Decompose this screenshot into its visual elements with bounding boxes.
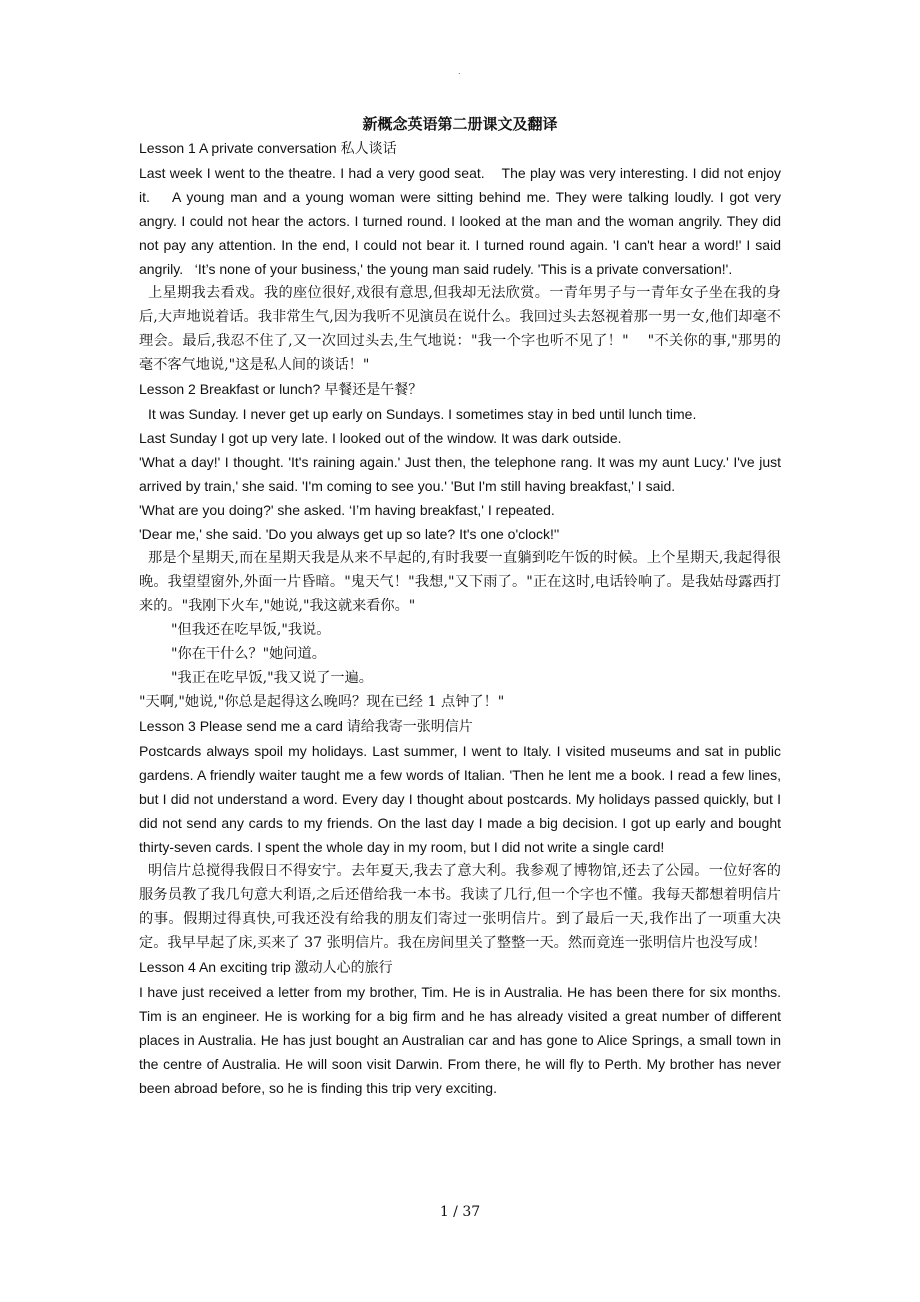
lesson-2-line-en: 'What are you doing?' she asked. ‘I’m having breakfast,' I repeated.: [139, 502, 555, 518]
lesson-3-text-en: Postcards always spoil my holidays. Last summer, I went to Italy. I visited museums and sat in public gardens. A friendly waiter taught me a few words of Italian. 'Then he lent me a book. I read a few lines, but I did not understand a word. Every day I thought about postcards. My holidays passed quickly, but I did not send any cards to my friends. On the last day I made a big decision. I got up early and bought thirty-seven cards. I spent the whole day in my room, but I did not write a single card!: [139, 743, 781, 855]
lesson-2-heading: [139, 377, 781, 402]
lesson-3-heading: [139, 714, 781, 739]
lesson-2-dialog-cn: "我正在吃早饭,"我又说了一遍。: [171, 670, 373, 686]
lesson-2-line-en: 'Dear me,' she said. 'Do you always get up so late? It's one o'clock!'': [139, 526, 560, 542]
lesson-2-title-cn: 早餐还是午餐？: [324, 382, 423, 398]
lesson-3-text-cn: 明信片总搅得我假日不得安宁。去年夏天,我去了意大利。我参观了博物馆,还去了公园。一位好客的服务员教了我几句意大利语,之后还借给我一本书。我读了几行,但一个字也不懂。我每天都想着明信片的事。假期过得真快,可我还没有给我的朋友们寄过一张明信片。到了最后一天,我作出了一项重大决定。我早早起了床,买来了 37 张明信片。我在房间里关了整整一天。然而竟连一张明信片也没写成！: [139, 863, 781, 951]
lesson-2-line-en: Last Sunday I got up very late. I looked out of the window. It was dark outside.: [139, 430, 622, 446]
document-page: [139, 112, 785, 1100]
lesson-2-title-en: Lesson 2 Breakfast or lunch?: [139, 381, 321, 397]
lesson-1-title-cn: 私人谈话: [340, 141, 397, 157]
lesson-2-line-en: 'What a day!' I thought. 'It's raining again.' Just then, the telephone rang. It was my aunt Lucy.' I've just arrived by train,' she said. 'I'm coming to see you.' 'But I'm still having breakfast,' I said.: [139, 454, 781, 494]
lesson-1-text-en: Last week I went to the theatre. I had a very good seat. The play was very interesting. I did not enjoy it. A young man and a young woman were sitting behind me. They were talking loudly. I got very angry. I could not hear the actors. I turned round. I looked at the man and the woman angrily. They did not pay any attention. In the end, I could not bear it. I turned round again. 'I can't hear a word!' I said angrily. ‘It’s none of your business,' the young man said rudely. 'This is a private conversation!'.: [139, 165, 785, 277]
lesson-2-line-en: It was Sunday. I never get up early on Sundays. I sometimes stay in bed until lunch time.: [148, 406, 697, 422]
lesson-3-title-en: Lesson 3 Please send me a card: [139, 718, 343, 734]
lesson-2-text-cn: 那是个星期天,而在星期天我是从来不早起的,有时我要一直躺到吃午饭的时候。上个星期天,我起得很晚。我望望窗外,外面一片昏暗。"鬼天气！"我想,"又下雨了。"正在这时,电话铃响了。是我姑母露西打来的。"我刚下火车,"她说,"我这就来看你。": [139, 550, 781, 614]
lesson-1-text-cn: 上星期我去看戏。我的座位很好,戏很有意思,但我却无法欣赏。一青年男子与一青年女子坐在我的身后,大声地说着话。我非常生气,因为我听不见演员在说什么。我回过头去怒视着那一男一女,他们却毫不理会。最后,我忍不住了,又一次回过头去,生气地说："我一个字也听不见了！" "不关你的事,"那男的毫不客气地说,"这是私人间的谈话！": [139, 285, 781, 373]
lesson-4-title-cn: 激动人心的旅行: [294, 960, 393, 976]
lesson-1-title-en: Lesson 1 A private conversation: [139, 140, 337, 156]
header-mark: .: [458, 66, 461, 76]
lesson-2-dialog-cn: "但我还在吃早饭,"我说。: [171, 622, 331, 638]
lesson-4-title-en: Lesson 4 An exciting trip: [139, 959, 291, 975]
document-title: 新概念英语第二册课文及翻译: [362, 115, 558, 133]
page-number: 1 / 37: [439, 1204, 481, 1220]
lesson-4-text-en: I have just received a letter from my brother, Tim. He is in Australia. He has been there for six months. Tim is an engineer. He is working for a big firm and he has already visited a great number of different places in Australia. He has just bought an Australian car and has gone to Alice Springs, a small town in the centre of Australia. He will soon visit Darwin. From there, he will fly to Perth. My brother has never been abroad before, so he is finding this trip very exciting.: [139, 984, 781, 1096]
lesson-2-dialog-cn: "你在干什么？"她问道。: [171, 646, 326, 662]
lesson-1-heading: [139, 136, 781, 161]
lesson-4-heading: [139, 955, 781, 980]
lesson-2-last-cn: "天啊,"她说,"你总是起得这么晚吗？现在已经 1 点钟了！": [139, 694, 505, 710]
lesson-3-title-cn: 请给我寄一张明信片: [346, 719, 473, 735]
